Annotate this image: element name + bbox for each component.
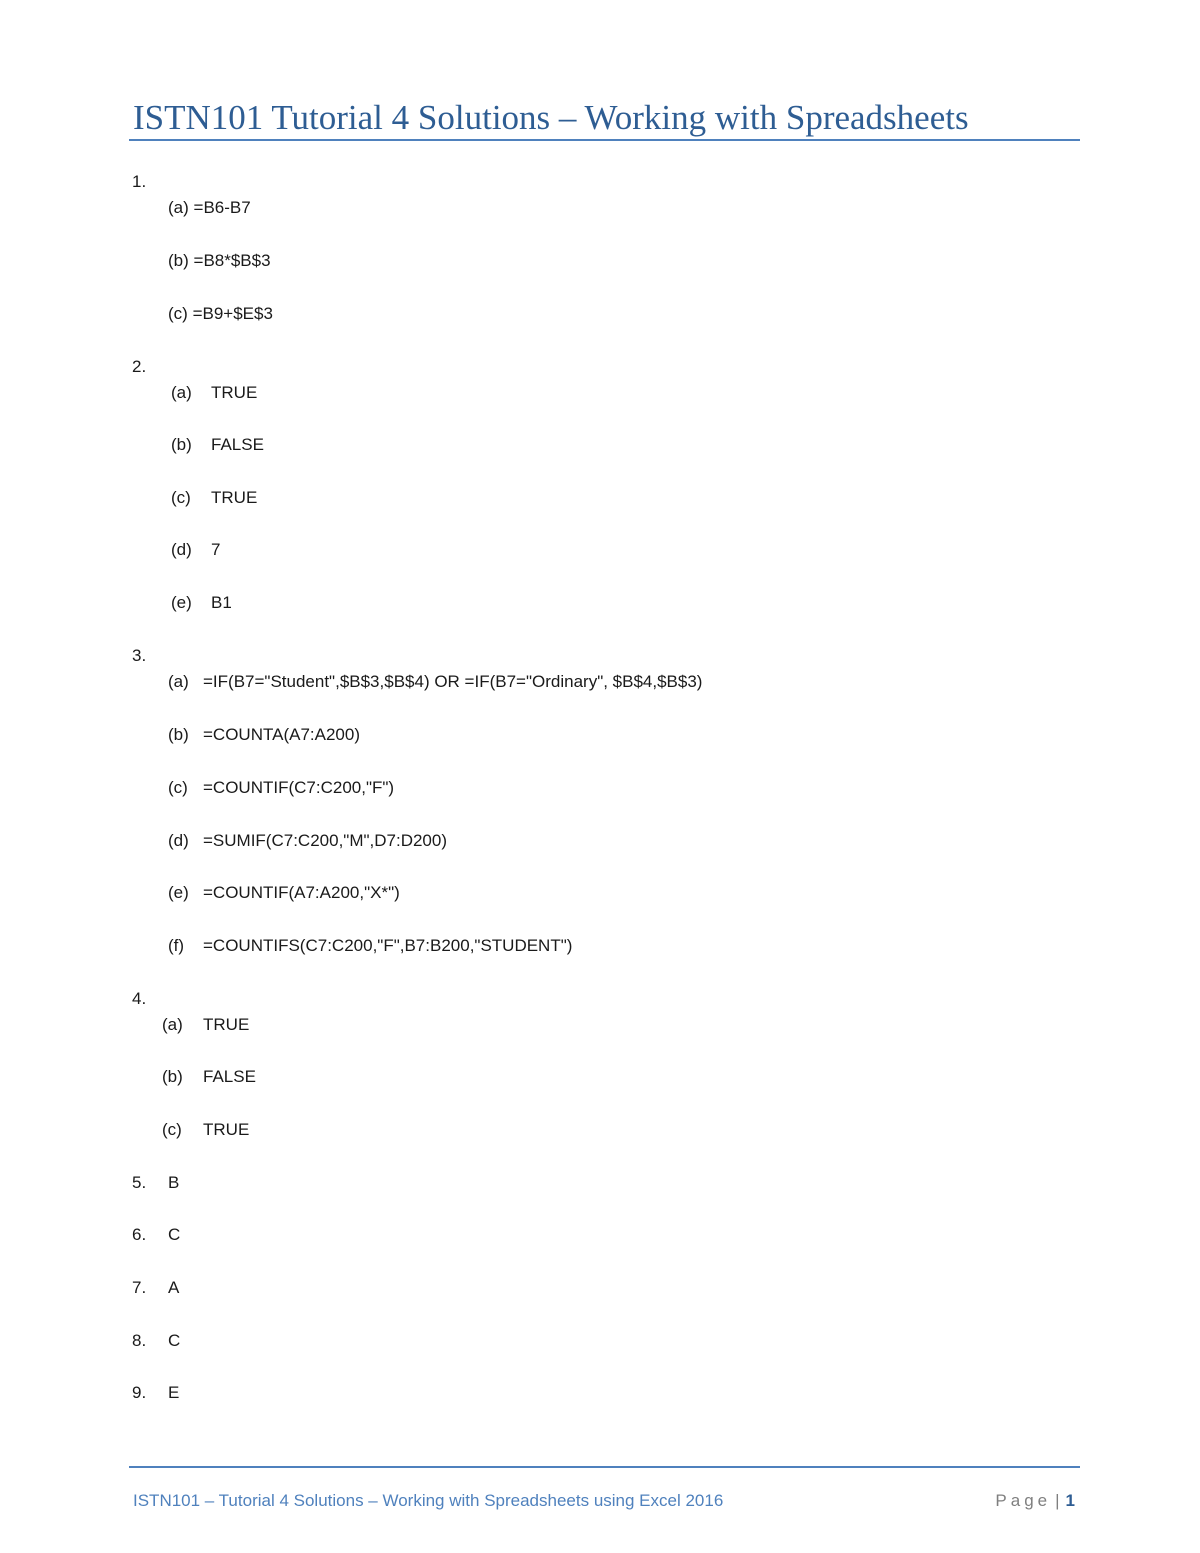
q2-d-label: (d) bbox=[171, 540, 192, 559]
q1-b-label: (b) bbox=[168, 251, 189, 270]
question-7-answer: A bbox=[168, 1278, 180, 1297]
footer-page-number: 1 bbox=[1065, 1491, 1075, 1510]
q4-c-label: (c) bbox=[162, 1120, 182, 1139]
question-8-answer: C bbox=[168, 1331, 181, 1350]
q4-b-text: FALSE bbox=[203, 1067, 256, 1086]
title-underline bbox=[129, 139, 1080, 141]
page-title: ISTN101 Tutorial 4 Solutions – Working with Spreadsheets bbox=[133, 98, 969, 137]
q3-d-label: (d) bbox=[168, 831, 189, 850]
question-9-answer: E bbox=[168, 1383, 180, 1402]
question-2-number: 2. bbox=[132, 357, 147, 376]
question-7-number: 7. bbox=[132, 1278, 147, 1297]
q3-b-text: =COUNTA(A7:A200) bbox=[203, 725, 360, 744]
q4-a-label: (a) bbox=[162, 1015, 183, 1034]
question-8-number: 8. bbox=[132, 1331, 147, 1350]
q2-a-text: TRUE bbox=[211, 383, 258, 402]
question-1-number: 1. bbox=[132, 172, 147, 191]
q1-c bbox=[168, 304, 273, 324]
q2-d-text: 7 bbox=[211, 540, 221, 559]
list-item bbox=[171, 383, 192, 403]
list-item bbox=[171, 435, 192, 455]
q2-e-label: (e) bbox=[171, 593, 192, 612]
footer-page-word: Page bbox=[995, 1491, 1052, 1510]
q3-f-text: =COUNTIFS(C7:C200,"F",B7:B200,"STUDENT") bbox=[203, 936, 573, 955]
q3-c-label: (c) bbox=[168, 778, 188, 797]
q2-b-text: FALSE bbox=[211, 435, 264, 454]
q3-a-label: (a) bbox=[168, 672, 189, 691]
list-item bbox=[171, 593, 192, 613]
q3-a-text: =IF(B7="Student",$B$3,$B$4) OR =IF(B7="Ordinary", $B$4,$B$3) bbox=[203, 672, 703, 691]
q4-a-text: TRUE bbox=[203, 1015, 250, 1034]
q2-b-label: (b) bbox=[171, 435, 192, 454]
footer-rule bbox=[129, 1466, 1080, 1468]
footer-text: ISTN101 – Tutorial 4 Solutions – Working with Spreadsheets using Excel 2016 bbox=[133, 1491, 724, 1510]
q1-a-label: (a) bbox=[168, 198, 189, 217]
question-6-answer: C bbox=[168, 1225, 181, 1244]
q2-c-text: TRUE bbox=[211, 488, 258, 507]
q1-b bbox=[168, 251, 271, 271]
question-5-answer: B bbox=[168, 1173, 180, 1192]
footer-page-indicator bbox=[995, 1491, 1075, 1511]
list-item bbox=[171, 488, 191, 508]
q2-c-label: (c) bbox=[171, 488, 191, 507]
q3-e-label: (e) bbox=[168, 883, 189, 902]
question-6-number: 6. bbox=[132, 1225, 147, 1244]
q3-e-text: =COUNTIF(A7:A200,"X*") bbox=[203, 883, 400, 902]
question-9-number: 9. bbox=[132, 1383, 147, 1402]
question-4-number: 4. bbox=[132, 989, 147, 1008]
q1-b-text: =B8*$B$3 bbox=[193, 251, 271, 270]
q3-b-label: (b) bbox=[168, 725, 189, 744]
q3-d-text: =SUMIF(C7:C200,"M",D7:D200) bbox=[203, 831, 448, 850]
q1-c-label: (c) bbox=[168, 304, 188, 323]
list-item bbox=[171, 540, 192, 560]
q1-a-text: =B6-B7 bbox=[193, 198, 251, 217]
question-3-number: 3. bbox=[132, 646, 147, 665]
q4-b-label: (b) bbox=[162, 1067, 183, 1086]
q2-a-label: (a) bbox=[171, 383, 192, 402]
q4-c-text: TRUE bbox=[203, 1120, 250, 1139]
q3-c-text: =COUNTIF(C7:C200,"F") bbox=[203, 778, 395, 797]
q1-c-text: =B9+$E$3 bbox=[192, 304, 273, 323]
q3-f-label: (f) bbox=[168, 936, 185, 955]
q2-e-text: B1 bbox=[211, 593, 232, 612]
footer-separator: | bbox=[1055, 1491, 1060, 1510]
q1-a bbox=[168, 198, 251, 218]
question-5-number: 5. bbox=[132, 1173, 147, 1192]
